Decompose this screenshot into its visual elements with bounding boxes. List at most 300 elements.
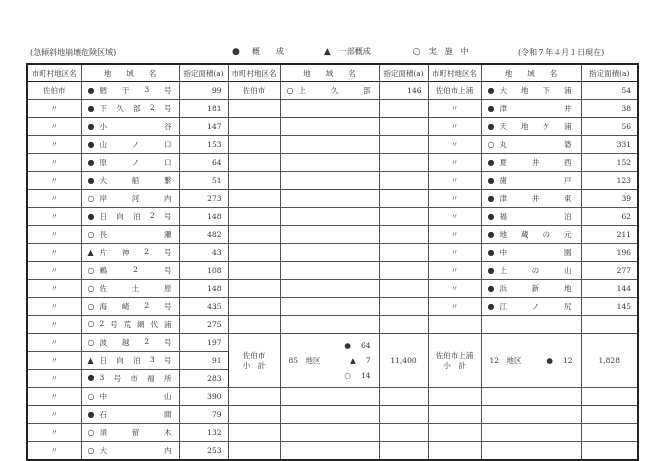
empty-cell	[581, 388, 638, 406]
designated-area-cell: 79	[179, 406, 228, 424]
municipality-cell: 佐伯市上浦	[428, 82, 481, 100]
area-name-char: 久	[116, 104, 124, 113]
legend	[232, 46, 469, 57]
area-name-char: 新	[531, 284, 540, 293]
area-name-char: 津	[499, 104, 507, 113]
municipality-cell: 〃	[27, 226, 81, 244]
municipality-cell: 〃	[428, 136, 481, 154]
area-name-char: 蔵	[521, 230, 529, 239]
area-name-char: 越	[121, 338, 130, 347]
subtotal-label: 佐伯市上浦 小 計	[428, 334, 481, 388]
designated-area-cell: 54	[581, 82, 638, 100]
empty-cell	[228, 280, 280, 298]
table-row	[27, 316, 638, 334]
area-name-char: 泊	[133, 356, 141, 365]
area-name-cell	[481, 280, 581, 298]
slope-hazard-table	[26, 63, 639, 461]
col-area-name: 地 域 名	[280, 64, 379, 82]
empty-cell	[280, 226, 379, 244]
empty-cell	[228, 388, 280, 406]
empty-cell	[280, 280, 379, 298]
area-name-char: 地	[521, 122, 529, 131]
area-name-char: ケ	[542, 122, 550, 131]
municipality-cell: 〃	[27, 244, 81, 262]
empty-cell	[481, 406, 581, 424]
empty-cell	[379, 244, 428, 262]
filled-circle-icon: ●	[87, 158, 95, 167]
designated-area-cell: 51	[179, 172, 228, 190]
area-name-char: 号	[163, 104, 172, 113]
subtotal-count: ○ 14	[344, 371, 371, 380]
subtotal-area: 11,400	[379, 334, 428, 388]
area-name-char: 大	[499, 86, 507, 95]
table-row	[27, 226, 638, 244]
empty-cell	[280, 388, 379, 406]
area-name-char: 崎	[121, 302, 130, 311]
filled-circle-icon: ●	[87, 86, 95, 95]
area-name-char: 小	[99, 122, 107, 131]
area-name-cell	[81, 82, 179, 100]
area-name-char: 井	[531, 158, 540, 167]
empty-cell	[228, 424, 280, 442]
area-name-char: 山	[99, 140, 107, 149]
area-name-char: 3	[144, 85, 150, 94]
municipality-cell: 〃	[27, 388, 81, 406]
municipality-cell: 〃	[27, 262, 81, 280]
area-name-char: 向	[116, 356, 124, 365]
area-name-char: 3	[99, 373, 105, 382]
designated-area-cell: 91	[179, 352, 228, 370]
empty-cell	[581, 406, 638, 424]
subtotal-label: 佐伯市 小 計	[228, 334, 280, 388]
filled-circle-icon: ●	[487, 86, 495, 95]
area-name-char: 原	[99, 158, 107, 167]
designated-area-cell: 482	[179, 226, 228, 244]
table-row	[27, 118, 638, 136]
designated-area-cell: 211	[581, 226, 638, 244]
municipality-cell: 〃	[428, 244, 481, 262]
open-circle-icon: ○	[87, 230, 95, 239]
filled-circle-icon: ●	[487, 266, 495, 275]
area-name-cell	[481, 172, 581, 190]
municipality-cell: 〃	[428, 100, 481, 118]
document-title: (急傾斜地崩壊危険区域)	[30, 48, 117, 57]
empty-cell	[228, 136, 280, 154]
municipality-cell: 〃	[428, 226, 481, 244]
area-name-cell	[481, 118, 581, 136]
area-name-char: 天	[499, 122, 507, 131]
area-name-cell	[481, 190, 581, 208]
empty-cell	[280, 262, 379, 280]
area-name-char: 2	[133, 265, 138, 274]
open-circle-icon: ○	[87, 338, 95, 347]
table-row	[27, 406, 638, 424]
designated-area-cell: 38	[581, 100, 638, 118]
col-area-name: 地 域 名	[81, 64, 179, 82]
area-name-char: 干	[121, 86, 130, 95]
municipality-cell: 〃	[27, 424, 81, 442]
empty-cell	[379, 172, 428, 190]
area-name-char: 市	[130, 374, 138, 383]
triangle-icon: ▲	[349, 356, 356, 365]
empty-cell	[379, 424, 428, 442]
designated-area-cell: 145	[581, 298, 638, 316]
area-name-cell	[81, 208, 179, 226]
empty-cell	[228, 262, 280, 280]
designated-area-cell: 144	[581, 280, 638, 298]
designated-area-cell: 56	[581, 118, 638, 136]
municipality-cell: 〃	[27, 118, 81, 136]
area-name-char: 中	[499, 248, 507, 257]
empty-cell	[280, 244, 379, 262]
empty-cell	[228, 316, 280, 334]
municipality-cell: 〃	[428, 280, 481, 298]
subtotal-count: ▲ 7	[349, 356, 371, 365]
municipality-cell: 〃	[27, 190, 81, 208]
area-name-char: 部	[133, 104, 141, 113]
empty-cell	[228, 226, 280, 244]
area-name-char: 内	[164, 446, 172, 455]
subtotal-districts: 85 地区 ● 64 ▲ 7 ○ 14	[280, 334, 379, 388]
area-name-char: 福	[499, 212, 507, 221]
empty-cell	[379, 190, 428, 208]
designated-area-cell: 277	[581, 262, 638, 280]
open-circle-icon: ○	[87, 319, 95, 328]
area-name-char: 浦	[564, 122, 572, 131]
area-name-cell	[481, 100, 581, 118]
designated-area-cell: 331	[581, 136, 638, 154]
area-name-cell	[81, 298, 179, 316]
filled-circle-icon: ●	[87, 140, 95, 149]
area-name-char: ノ	[531, 302, 540, 311]
empty-cell	[481, 424, 581, 442]
municipality-cell: 〃	[27, 172, 81, 190]
municipality-cell: 〃	[27, 280, 81, 298]
area-name-char: 神	[121, 248, 130, 257]
empty-cell	[581, 442, 638, 461]
area-name-char: 2	[99, 319, 105, 328]
area-name-cell	[481, 82, 581, 100]
open-circle-icon: ○	[87, 428, 95, 437]
designated-area-cell: 196	[581, 244, 638, 262]
empty-cell	[228, 154, 280, 172]
area-name-char: 2	[149, 211, 155, 220]
empty-cell	[228, 118, 280, 136]
area-name-char: 3	[149, 355, 155, 364]
area-name-char: 久	[330, 86, 339, 95]
filled-circle-icon: ●	[546, 356, 553, 365]
area-name-char: 部	[363, 86, 371, 95]
empty-cell	[228, 190, 280, 208]
col-designated-area: 指定面積(a)	[179, 64, 228, 82]
area-name-char: 地	[564, 284, 572, 293]
area-name-char: 片	[99, 248, 107, 257]
area-name-char: 波	[99, 338, 107, 347]
area-name-char: 園	[564, 248, 572, 257]
empty-cell	[379, 154, 428, 172]
area-name-cell	[81, 100, 179, 118]
empty-cell	[379, 406, 428, 424]
empty-cell	[428, 424, 481, 442]
area-name-cell	[280, 82, 379, 100]
designated-area-cell: 181	[179, 100, 228, 118]
area-name-cell	[81, 226, 179, 244]
header-row	[27, 64, 638, 82]
area-name-char: 戸	[564, 176, 572, 185]
empty-cell	[379, 118, 428, 136]
open-circle-icon: ○	[87, 194, 95, 203]
empty-cell	[428, 406, 481, 424]
empty-cell	[228, 442, 280, 461]
area-name-char: 江	[499, 302, 507, 311]
table-row	[27, 172, 638, 190]
empty-cell	[379, 388, 428, 406]
area-name-cell	[481, 226, 581, 244]
empty-cell	[581, 316, 638, 334]
area-name-char: 日	[99, 356, 107, 365]
triangle-icon: ▲	[323, 46, 331, 57]
municipality-cell: 〃	[428, 190, 481, 208]
designated-area-cell: 148	[179, 280, 228, 298]
area-name-char: 口	[164, 158, 172, 167]
empty-cell	[581, 424, 638, 442]
designated-area-cell: 153	[179, 136, 228, 154]
table-row	[27, 82, 638, 100]
area-name-char: 2	[144, 247, 150, 256]
designated-area-cell: 39	[581, 190, 638, 208]
empty-cell	[428, 442, 481, 461]
municipality-cell: 〃	[27, 352, 81, 370]
municipality-cell: 〃	[428, 208, 481, 226]
area-name-cell	[81, 136, 179, 154]
filled-circle-icon: ●	[487, 158, 495, 167]
area-name-char: 号	[163, 212, 172, 221]
municipality-cell: 〃	[27, 406, 81, 424]
empty-cell	[280, 118, 379, 136]
area-name-char: 号	[164, 266, 172, 275]
area-name-char: 荒	[123, 320, 132, 329]
area-name-char: 長	[99, 230, 107, 239]
empty-cell	[379, 262, 428, 280]
area-name-cell	[81, 424, 179, 442]
area-name-char: 元	[564, 230, 572, 239]
empty-cell	[280, 208, 379, 226]
area-name-char: 泊	[564, 212, 572, 221]
filled-circle-icon: ●	[232, 46, 240, 57]
area-name-char: 山	[564, 266, 572, 275]
area-name-cell	[81, 352, 179, 370]
empty-cell	[379, 442, 428, 461]
area-name-char: 地	[521, 86, 529, 95]
area-name-char: 号	[163, 356, 172, 365]
area-name-cell	[81, 388, 179, 406]
triangle-icon: ▲	[87, 248, 94, 257]
subtotal-count: ● 64	[344, 341, 371, 350]
filled-circle-icon: ●	[87, 176, 95, 185]
empty-cell	[228, 172, 280, 190]
empty-cell	[228, 298, 280, 316]
empty-cell	[428, 388, 481, 406]
municipality-cell: 〃	[27, 316, 81, 334]
designated-area-cell: 123	[581, 172, 638, 190]
area-name-char: 船	[131, 176, 140, 185]
area-name-char: 2	[144, 301, 150, 310]
empty-cell	[280, 154, 379, 172]
area-name-cell	[481, 262, 581, 280]
legend-in-progress-label: 実 施 中	[428, 47, 469, 56]
designated-area-cell: 148	[179, 208, 228, 226]
area-name-char: 河	[131, 194, 140, 203]
empty-cell	[228, 100, 280, 118]
area-name-cell	[81, 118, 179, 136]
empty-cell	[428, 316, 481, 334]
filled-circle-icon: ●	[87, 373, 95, 382]
empty-cell	[379, 280, 428, 298]
area-name-char: 海	[99, 302, 107, 311]
filled-circle-icon: ●	[487, 122, 495, 131]
col-designated-area: 指定面積(a)	[379, 64, 428, 82]
designated-area-cell: 283	[179, 370, 228, 388]
area-name-char: 木	[164, 428, 172, 437]
area-name-char: 日	[99, 212, 107, 221]
table-row	[27, 208, 638, 226]
area-name-char: 佐	[99, 284, 107, 293]
area-name-cell	[81, 370, 179, 388]
filled-circle-icon: ●	[87, 212, 95, 221]
legend-completed-label: 概 成	[251, 47, 284, 56]
empty-cell	[379, 100, 428, 118]
area-name-char: 上	[298, 86, 306, 95]
municipality-cell: 〃	[27, 370, 81, 388]
designated-area-cell: 147	[179, 118, 228, 136]
area-name-char: 井	[564, 104, 572, 113]
municipality-cell: 〃	[27, 136, 81, 154]
table-row	[27, 298, 638, 316]
designated-area-cell: 43	[179, 244, 228, 262]
area-name-char: 代	[150, 320, 159, 329]
municipality-cell: 〃	[27, 442, 81, 461]
open-circle-icon: ○	[286, 86, 294, 95]
area-name-char: 繋	[164, 176, 172, 185]
subtotal-count: ● 12	[546, 356, 573, 365]
empty-cell	[280, 406, 379, 424]
empty-cell	[228, 208, 280, 226]
empty-cell	[280, 424, 379, 442]
area-name-char: 2	[144, 337, 150, 346]
area-name-cell	[81, 316, 179, 334]
area-name-char: 泊	[133, 212, 141, 221]
area-name-char: 石	[99, 410, 107, 419]
area-name-char: 網	[137, 320, 145, 329]
area-name-char: 号	[113, 374, 122, 383]
area-name-char: 岸	[99, 194, 107, 203]
area-name-char: 山	[164, 392, 172, 401]
open-circle-icon: ○	[412, 46, 421, 57]
area-name-char: 地	[499, 230, 507, 239]
col-municipality: 市町村地区名	[27, 64, 81, 82]
area-name-char: 東	[564, 194, 572, 203]
designated-area-cell: 273	[179, 190, 228, 208]
area-name-char: 夏	[499, 158, 507, 167]
table-row	[27, 244, 638, 262]
filled-circle-icon: ●	[487, 194, 495, 203]
open-circle-icon: ○	[87, 284, 95, 293]
empty-cell	[228, 406, 280, 424]
area-name-char: ノ	[131, 158, 140, 167]
filled-circle-icon: ●	[487, 230, 495, 239]
area-name-char: 留	[131, 428, 140, 437]
empty-cell	[280, 442, 379, 461]
area-name-char: 下	[99, 104, 107, 113]
area-name-char: 下	[542, 86, 550, 95]
empty-cell	[481, 442, 581, 461]
filled-circle-icon: ●	[487, 176, 495, 185]
area-name-char: 間	[164, 410, 172, 419]
as-of-date: (令和７年４月１日現在)	[518, 48, 605, 57]
empty-cell	[379, 316, 428, 334]
empty-cell	[481, 316, 581, 334]
legend-partial-label: 一部概成	[338, 47, 371, 56]
designated-area-cell: 146	[379, 82, 428, 100]
open-circle-icon: ○	[87, 266, 95, 275]
filled-circle-icon: ●	[87, 122, 95, 131]
empty-cell	[280, 100, 379, 118]
empty-cell	[280, 172, 379, 190]
designated-area-cell: 152	[581, 154, 638, 172]
designated-area-cell: 253	[179, 442, 228, 461]
filled-circle-icon: ●	[87, 410, 95, 419]
area-name-char: 井	[531, 194, 540, 203]
area-name-char: 浦	[163, 320, 172, 329]
area-name-char: 西	[564, 158, 572, 167]
area-name-char: 須	[99, 428, 107, 437]
area-name-char: 浦	[564, 86, 572, 95]
table-row	[27, 136, 638, 154]
designated-area-cell: 99	[179, 82, 228, 100]
empty-cell	[379, 208, 428, 226]
municipality-cell: 〃	[428, 298, 481, 316]
area-name-cell	[481, 208, 581, 226]
empty-cell	[379, 136, 428, 154]
municipality-cell: 〃	[27, 298, 81, 316]
area-name-cell	[81, 442, 179, 461]
table-row	[27, 262, 638, 280]
area-name-char: の	[531, 266, 540, 275]
area-name-char: 鱈	[99, 86, 107, 95]
area-name-cell	[81, 244, 179, 262]
subtotal-districts: 12 地区 ● 12	[481, 334, 581, 388]
area-name-char: の	[542, 230, 550, 239]
empty-cell	[280, 136, 379, 154]
designated-area-cell: 390	[179, 388, 228, 406]
col-municipality: 市町村地区名	[228, 64, 280, 82]
area-name-cell	[81, 334, 179, 352]
open-circle-icon: ○	[487, 140, 495, 149]
filled-circle-icon: ●	[87, 104, 95, 113]
filled-circle-icon: ●	[487, 212, 495, 221]
table-row	[27, 154, 638, 172]
area-name-char: 津	[499, 194, 507, 203]
area-name-char: 谷	[164, 122, 172, 131]
empty-cell	[228, 244, 280, 262]
open-circle-icon: ○	[87, 302, 95, 311]
designated-area-cell: 132	[179, 424, 228, 442]
filled-circle-icon: ●	[344, 341, 351, 350]
designated-area-cell: 197	[179, 334, 228, 352]
empty-cell	[280, 298, 379, 316]
municipality-cell: 〃	[428, 172, 481, 190]
table-row	[27, 442, 638, 461]
